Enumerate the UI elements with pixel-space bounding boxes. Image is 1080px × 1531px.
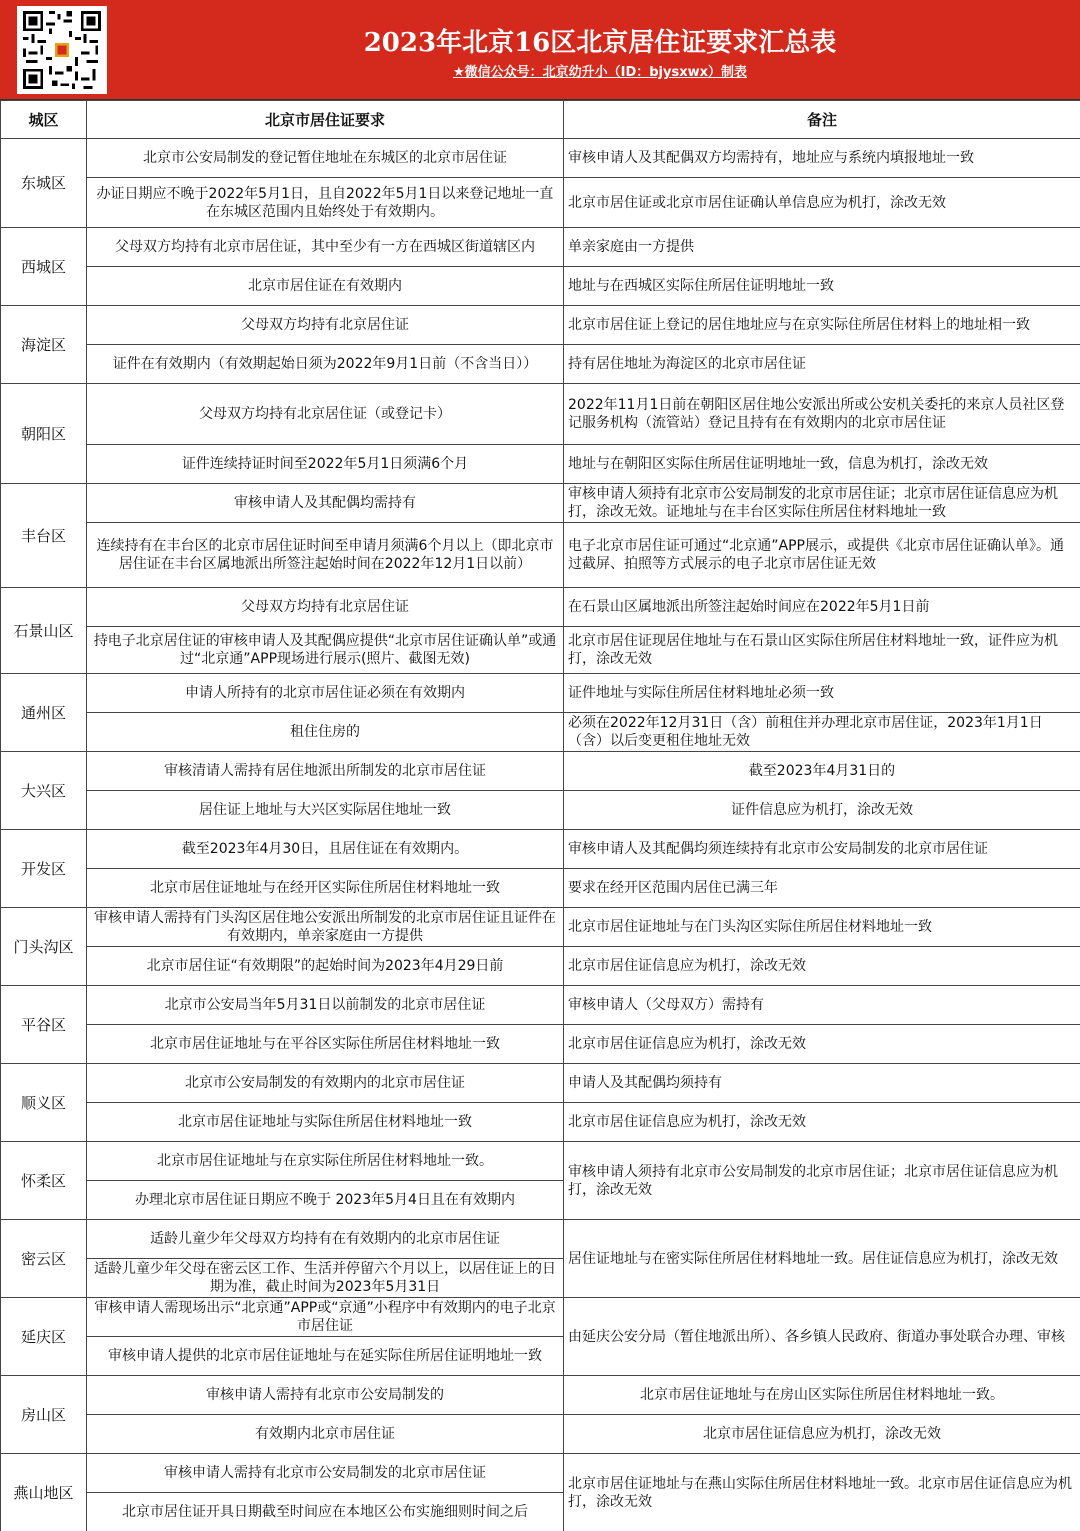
- requirement-cell: 审核申请人需持有北京市公安局制发的: [87, 1376, 564, 1415]
- requirement-cell: 审核申请人及其配偶均需持有: [87, 484, 564, 523]
- note-cell: 北京市居住证地址与在门头沟区实际住所居住材料地址一致: [564, 908, 1080, 947]
- note-cell: 电子北京市居住证可通过“北京通”APP展示，或提供《北京市居住证确认单》。通过截屏、拍照等方式展示的电子北京市居住证无效: [564, 523, 1080, 588]
- note-cell: 北京市居住证现居住地址与在石景山区实际住所居住材料地址一致，证件应为机打，涂改无效: [564, 627, 1080, 674]
- requirement-cell: 审核申请人需持有北京市公安局制发的北京市居住证: [87, 1454, 564, 1493]
- requirement-cell: 办证日期应不晚于2022年5月1日，且自2022年5月1日以来登记地址一直在东城区范围内且始终处于有效期内。: [87, 178, 564, 228]
- note-cell: 在石景山区属地派出所签注起始时间应在2022年5月1日前: [564, 588, 1080, 627]
- table-row: [1, 674, 1080, 713]
- note-cell: 单亲家庭由一方提供: [564, 228, 1080, 267]
- requirements-table: [0, 100, 1080, 1531]
- table-row: [1, 345, 1080, 384]
- page-title: 2023年北京16区北京居住证要求汇总表: [363, 28, 837, 58]
- table-row: [1, 908, 1080, 947]
- district-cell: 石景山区: [1, 588, 87, 674]
- requirement-cell: 父母双方均持有北京居住证: [87, 306, 564, 345]
- note-cell: 北京市居住证地址与在燕山实际住所居住材料地址一致。北京市居住证信息应为机打，涂改无效: [564, 1454, 1080, 1531]
- requirement-cell: 连续持有在丰台区的北京市居住证时间至申请月须满6个月以上（即北京市居住证在丰台区属地派出所签注起始时间在2022年12月1日以前）: [87, 523, 564, 588]
- note-cell: 北京市居住证信息应为机打，涂改无效: [564, 1415, 1080, 1454]
- requirement-cell: 审核清请人需持有居住地派出所制发的北京市居住证: [87, 752, 564, 791]
- requirement-cell: 北京市公安局制发的有效期内的北京市居住证: [87, 1064, 564, 1103]
- table-row: [1, 1454, 1080, 1493]
- note-cell: 北京市居住证信息应为机打，涂改无效: [564, 947, 1080, 986]
- note-cell: 证件信息应为机打，涂改无效: [564, 791, 1080, 830]
- requirement-cell: 北京市居住证“有效期限”的起始时间为2023年4月29日前: [87, 947, 564, 986]
- column-header-requirement: 北京市居住证要求: [87, 101, 564, 139]
- district-cell: 开发区: [1, 830, 87, 908]
- requirement-cell: 持电子北京居住证的审核申请人及其配偶应提供“北京市居住证确认单”或通过“北京通”APP现场进行展示(照片、截图无效): [87, 627, 564, 674]
- requirement-cell: 截至2023年4月30日，且居住证在有效期内。: [87, 830, 564, 869]
- requirement-cell: 审核申请人提供的北京市居住证地址与在延实际住所居住证明地址一致: [87, 1337, 564, 1376]
- requirement-cell: 适龄儿童少年父母在密云区工作、生活并停留六个月以上，以居住证上的日期为准，截止时间为2023年5月31日: [87, 1259, 564, 1298]
- note-cell: 审核申请人及其配偶均须连续持有北京市公安局制发的北京市居住证: [564, 830, 1080, 869]
- page-subtitle: ★微信公众号：北京幼升小（ID：bjysxwx）制表: [452, 65, 748, 80]
- table-row: [1, 523, 1080, 588]
- table-row: [1, 588, 1080, 627]
- note-cell: 地址与在朝阳区实际住所居住证明地址一致，信息为机打，涂改无效: [564, 445, 1080, 484]
- table-row: [1, 869, 1080, 908]
- table-row: [1, 1064, 1080, 1103]
- requirement-cell: 北京市公安局当年5月31日以前制发的北京市居住证: [87, 986, 564, 1025]
- note-cell: 审核申请人须持有北京市公安局制发的北京市居住证；北京市居住证信息应为机打，涂改无效。证地址与在丰台区实际住所居住材料地址一致: [564, 484, 1080, 523]
- requirement-cell: 父母双方均持有北京居住证: [87, 588, 564, 627]
- note-cell: 证件地址与实际住所居住材料地址必须一致: [564, 674, 1080, 713]
- table-row: [1, 139, 1080, 178]
- note-cell: 2022年11月1日前在朝阳区居住地公安派出所或公安机关委托的来京人员社区登记服务机构（流管站）登记且持有在有效期内的北京市居住证: [564, 384, 1080, 445]
- header-banner: [0, 0, 1080, 100]
- table-row: [1, 1142, 1080, 1181]
- note-cell: 居住证地址与在密实际住所居住材料地址一致。居住证信息应为机打，涂改无效: [564, 1220, 1080, 1298]
- district-cell: 顺义区: [1, 1064, 87, 1142]
- requirement-cell: 父母双方均持有北京居住证（或登记卡）: [87, 384, 564, 445]
- requirement-cell: 北京市居住证地址与实际住所居住材料地址一致: [87, 1103, 564, 1142]
- district-cell: 延庆区: [1, 1298, 87, 1376]
- requirement-cell: 申请人所持有的北京市居住证必须在有效期内: [87, 674, 564, 713]
- note-cell: 地址与在西城区实际住所居住证明地址一致: [564, 267, 1080, 306]
- district-cell: 房山区: [1, 1376, 87, 1454]
- requirement-cell: 办理北京市居住证日期应不晚于 2023年5月4日且在有效期内: [87, 1181, 564, 1220]
- table-row: [1, 484, 1080, 523]
- note-cell: 北京市居住证或北京市居住证确认单信息应为机打，涂改无效: [564, 178, 1080, 228]
- table-row: [1, 752, 1080, 791]
- district-cell: 西城区: [1, 228, 87, 306]
- note-cell: 截至2023年4月31日的: [564, 752, 1080, 791]
- requirement-cell: 证件在有效期内（有效期起始日须为2022年9月1日前（不含当日））: [87, 345, 564, 384]
- district-cell: 密云区: [1, 1220, 87, 1298]
- table-row: [1, 713, 1080, 752]
- table-row: [1, 384, 1080, 445]
- requirement-cell: 北京市居住证地址与在京实际住所居住材料地址一致。: [87, 1142, 564, 1181]
- requirement-cell: 有效期内北京市居住证: [87, 1415, 564, 1454]
- note-cell: 审核申请人及其配偶双方均需持有，地址应与系统内填报地址一致: [564, 139, 1080, 178]
- table-row: [1, 1025, 1080, 1064]
- requirement-cell: 租住住房的: [87, 713, 564, 752]
- requirement-cell: 审核申请人需持有门头沟区居住地公安派出所制发的北京市居住证且证件在有效期内，单亲家庭由一方提供: [87, 908, 564, 947]
- requirement-cell: 父母双方均持有北京市居住证，其中至少有一方在西城区街道辖区内: [87, 228, 564, 267]
- table-row: [1, 1220, 1080, 1259]
- table-row: [1, 228, 1080, 267]
- requirement-cell: 北京市居住证开具日期截至时间应在本地区公布实施细则时间之后: [87, 1493, 564, 1531]
- district-cell: 门头沟区: [1, 908, 87, 986]
- table-row: [1, 947, 1080, 986]
- column-header-note: 备注: [564, 101, 1080, 139]
- table-row: [1, 986, 1080, 1025]
- column-header-district: 城区: [1, 101, 87, 139]
- note-cell: 北京市居住证信息应为机打，涂改无效: [564, 1103, 1080, 1142]
- district-cell: 怀柔区: [1, 1142, 87, 1220]
- table-row: [1, 306, 1080, 345]
- district-cell: 燕山地区: [1, 1454, 87, 1531]
- note-cell: 审核申请人须持有北京市公安局制发的北京市居住证；北京市居住证信息应为机打，涂改无效: [564, 1142, 1080, 1220]
- district-cell: 东城区: [1, 139, 87, 228]
- requirement-cell: 居住证上地址与大兴区实际居住地址一致: [87, 791, 564, 830]
- table-row: [1, 1298, 1080, 1337]
- district-cell: 朝阳区: [1, 384, 87, 484]
- district-cell: 丰台区: [1, 484, 87, 588]
- requirement-cell: 审核申请人需现场出示“北京通”APP或“京通”小程序中有效期内的电子北京市居住证: [87, 1298, 564, 1337]
- requirement-cell: 北京市居住证在有效期内: [87, 267, 564, 306]
- note-cell: 审核申请人（父母双方）需持有: [564, 986, 1080, 1025]
- table-row: [1, 1415, 1080, 1454]
- note-cell: 必须在2022年12月31日（含）前租住并办理北京市居住证，2023年1月1日（含）以后变更租住地址无效: [564, 713, 1080, 752]
- table-row: [1, 267, 1080, 306]
- table-row: [1, 830, 1080, 869]
- note-cell: 申请人及其配偶均须持有: [564, 1064, 1080, 1103]
- requirement-cell: 证件连续持证时间至2022年5月1日须满6个月: [87, 445, 564, 484]
- table-row: [1, 178, 1080, 228]
- note-cell: 由延庆公安分局（暂住地派出所）、各乡镇人民政府、街道办事处联合办理、审核: [564, 1298, 1080, 1376]
- table-row: [1, 627, 1080, 674]
- district-cell: 通州区: [1, 674, 87, 752]
- note-cell: 北京市居住证地址与在房山区实际住所居住材料地址一致。: [564, 1376, 1080, 1415]
- district-cell: 海淀区: [1, 306, 87, 384]
- note-cell: 北京市居住证上登记的居住地址应与在京实际住所居住材料上的地址相一致: [564, 306, 1080, 345]
- note-cell: 要求在经开区范围内居住已满三年: [564, 869, 1080, 908]
- requirement-cell: 北京市居住证地址与在平谷区实际住所居住材料地址一致: [87, 1025, 564, 1064]
- table-row: [1, 445, 1080, 484]
- note-cell: 北京市居住证信息应为机打，涂改无效: [564, 1025, 1080, 1064]
- table-header-row: [1, 101, 1080, 139]
- district-cell: 大兴区: [1, 752, 87, 830]
- district-cell: 平谷区: [1, 986, 87, 1064]
- note-cell: 持有居住地址为海淀区的北京市居住证: [564, 345, 1080, 384]
- requirement-cell: 北京市公安局制发的登记暂住地址在东城区的北京市居住证: [87, 139, 564, 178]
- requirement-cell: 适龄儿童少年父母双方均持有在有效期内的北京市居住证: [87, 1220, 564, 1259]
- table-body: [1, 139, 1080, 1531]
- table-row: [1, 1103, 1080, 1142]
- qr-code-icon: [17, 6, 107, 94]
- table-row: [1, 1376, 1080, 1415]
- requirement-cell: 北京市居住证地址与在经开区实际住所居住材料地址一致: [87, 869, 564, 908]
- table-row: [1, 791, 1080, 830]
